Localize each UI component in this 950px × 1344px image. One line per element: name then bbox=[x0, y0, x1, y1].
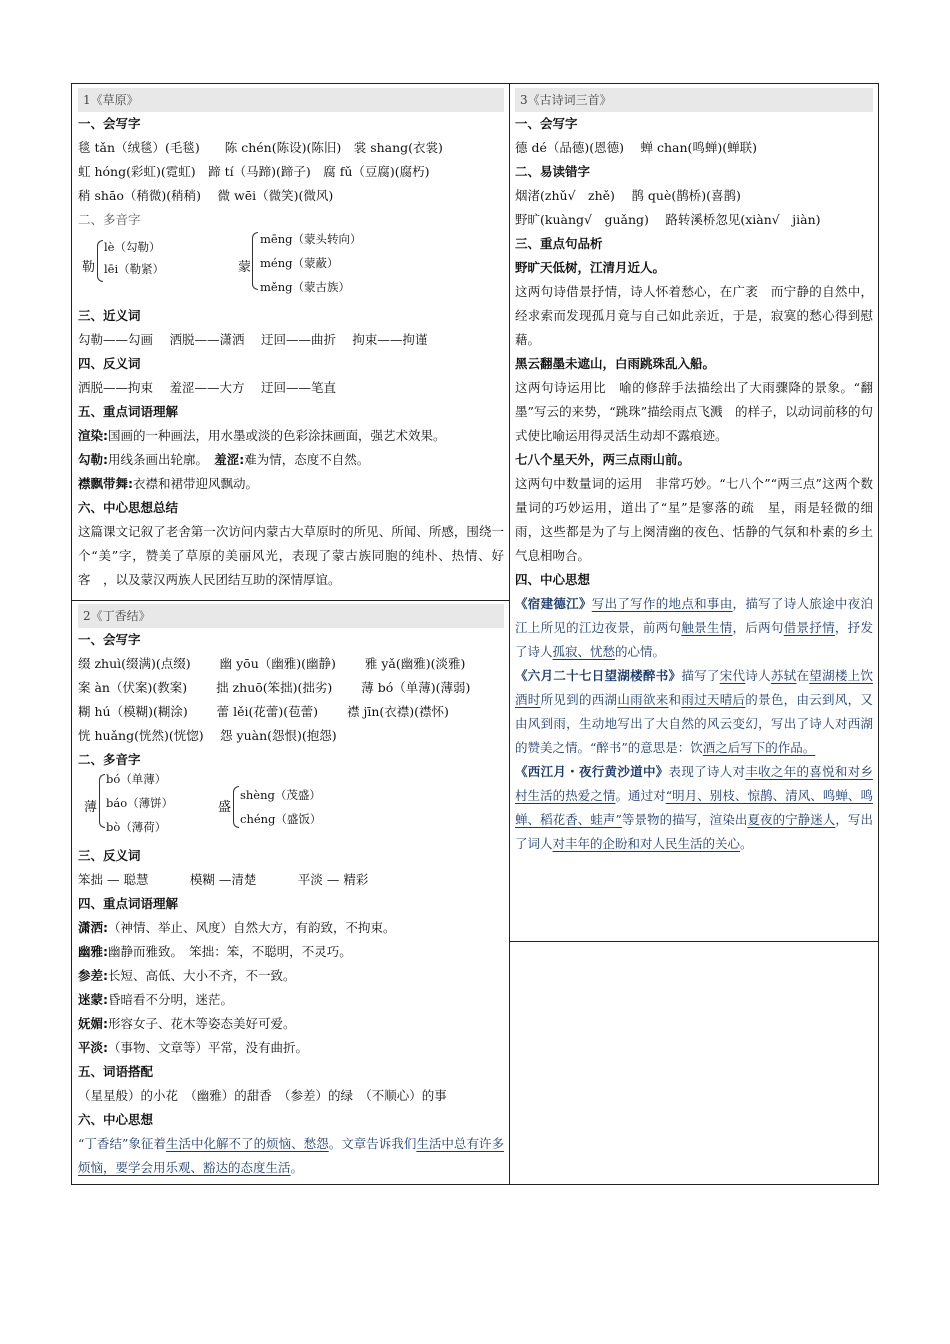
lesson-2-title: 2《丁香结》 bbox=[78, 604, 504, 628]
poem-title: 《宿建德江》 bbox=[515, 596, 592, 611]
text-run: 在 bbox=[796, 668, 810, 683]
text-run: ，描写了诗人旅途中夜泊江上所见的江边夜景，前两句 bbox=[515, 596, 873, 635]
underlined-run: 宋代 bbox=[719, 668, 746, 683]
underlined-run: 写出了写作的地点和事由 bbox=[591, 596, 733, 611]
text-run: 。文章告诉我们 bbox=[328, 1136, 417, 1151]
central-idea-paragraph bbox=[515, 592, 873, 664]
poem-title: 《西江月・夜行黄沙道中》 bbox=[515, 764, 669, 779]
write-line: 恍 huǎng(恍然)(恍惚) 怨 yuàn(怨恨)(抱怨) bbox=[78, 728, 337, 743]
section-heading: 六、中心思想总结 bbox=[78, 500, 179, 515]
polyphone-group bbox=[78, 232, 504, 304]
term-word: 平淡: bbox=[78, 1040, 108, 1055]
term-line bbox=[78, 424, 504, 448]
underlined-run: 丰收之年的喜悦和对乡村生活的热爱之情 bbox=[515, 764, 873, 803]
row-divider-right bbox=[509, 941, 878, 942]
term-word: 迷蒙: bbox=[78, 992, 108, 1007]
term-word: 襟飘带舞: bbox=[78, 476, 133, 491]
summary-paragraph: 这篇课文记叙了老舍第一次访问内蒙古大草原时的所见、所闻、所感，围绕一个“美”字，赞美了草原的美丽风光，表现了蒙古族同胞的纯朴、热情、好客 ，以及蒙汉两族人民团结互助的深情厚谊。 bbox=[78, 524, 504, 587]
text-run: 的景色，由云到风，又由风到雨，生动地写出了大自然的风云变幻，写出了诗人对西湖的赞美之情。“醉书”的意思是：饮 bbox=[515, 692, 873, 755]
polyphone-option: měng（蒙古族） bbox=[260, 280, 350, 294]
term-definition: 用线条画出轮廓。 bbox=[108, 452, 202, 467]
section-heading: 三、反义词 bbox=[78, 848, 141, 863]
term-line bbox=[78, 916, 504, 940]
section-heading: 五、词语搭配 bbox=[78, 1064, 154, 1079]
polyphone-option: lēi（勒紧） bbox=[104, 262, 165, 276]
term-definition: 长短、高低、大小不齐，不一致。 bbox=[108, 968, 296, 983]
text-run: 。通过对 bbox=[615, 788, 666, 803]
key-sentence: 野旷天低树，江清月近人。 bbox=[515, 260, 666, 275]
text-run: 和 bbox=[668, 692, 682, 707]
central-idea-paragraph bbox=[78, 1132, 504, 1180]
polyphone-option: chéng（盛饭） bbox=[240, 812, 322, 826]
term-definition: 衣襟和裙带迎风飘动。 bbox=[133, 476, 259, 491]
section-heading: 二、多音字 bbox=[78, 752, 141, 767]
write-line: 案 àn（伏案)(教案) 拙 zhuō(笨拙)(拙劣) 薄 bó（单薄)(薄弱) bbox=[78, 680, 471, 695]
underlined-run: 生活中总有许多烦恼，要学会用乐观、豁达的态度生活 bbox=[78, 1136, 504, 1175]
section-heading: 一、会写字 bbox=[78, 632, 141, 647]
poem-title: 《六月二十七日望湖楼醉书》 bbox=[515, 668, 682, 683]
text-run: 的心情。 bbox=[615, 644, 666, 659]
polyphone-option: shèng（茂盛） bbox=[240, 788, 321, 802]
polyphone-char: 薄 bbox=[84, 800, 98, 815]
term-word: 参差: bbox=[78, 968, 108, 983]
polyphone-option: méng（蒙蔽） bbox=[260, 256, 339, 270]
misread-line: 野旷(kuàng√ guǎng) 路转溪桥忽见(xiàn√ jiàn) bbox=[515, 212, 821, 227]
term-line bbox=[78, 940, 504, 964]
section-heading: 四、中心思想 bbox=[515, 572, 591, 587]
text-run: “丁香结”象征着 bbox=[78, 1136, 166, 1151]
text-run: 。 bbox=[290, 1160, 304, 1175]
write-line: 糊 hú（模糊)(糊涂) 蕾 lěi(花蕾)(苞蕾) 襟 jīn(衣襟)(襟怀) bbox=[78, 704, 449, 719]
lesson-1-title: 1《草原》 bbox=[78, 88, 504, 112]
underlined-run: 雨过天晴后 bbox=[681, 692, 746, 707]
central-idea-paragraph bbox=[515, 760, 873, 856]
write-line: 稍 shāo（稍微)(稍稍) 微 wēi（微笑)(微风) bbox=[78, 188, 334, 203]
term-line bbox=[78, 988, 504, 1012]
term-definition: （神情、举止、风度）自然大方，有韵致，不拘束。 bbox=[108, 920, 396, 935]
section-heading: 二、易读错字 bbox=[515, 164, 591, 179]
term-word: 羞涩: bbox=[214, 452, 245, 467]
polyphone-option: mēng（蒙头转向） bbox=[260, 232, 362, 246]
antonym-line: 洒脱——拘束 羞涩——大方 迂回——笔直 bbox=[78, 380, 336, 395]
section-heading: 二、多音字 bbox=[78, 212, 141, 227]
term-line bbox=[78, 472, 504, 496]
write-line: 德 dé（品德)(恩德) 蝉 chan(鸣蝉)(蝉联) bbox=[515, 140, 758, 155]
underlined-run: 生活中化解不了的烦恼、愁怨 bbox=[165, 1136, 329, 1151]
polyphone-char: 盛 bbox=[218, 800, 232, 815]
term-line bbox=[78, 1012, 504, 1036]
term-definition: 国画的一种画法，用水墨或淡的色彩涂抹画面，强艺术效果。 bbox=[108, 428, 446, 443]
text-run: 。 bbox=[740, 836, 753, 851]
underlined-run: 借景抒情 bbox=[783, 620, 835, 635]
term-word: 渲染: bbox=[78, 428, 108, 443]
analysis-paragraph: 这两句中数量词的运用 非常巧妙。“七八个”“两三点”这两个数量词的巧妙运用，道出了“星”是寥落的疏 星，雨是轻微的细雨，这些都是为了与上阕清幽的夜色、恬静的气氛和朴素的乡土气息相吻合。 bbox=[515, 476, 873, 563]
term-line bbox=[78, 448, 504, 472]
polyphone-option: báo（薄饼） bbox=[106, 796, 174, 810]
section-heading: 一、会写字 bbox=[78, 116, 141, 131]
term-definition: 昏暗看不分明，迷茫。 bbox=[108, 992, 234, 1007]
term-word: 潇洒: bbox=[78, 920, 108, 935]
underlined-run: “明月、别枝、惊鹊、清风、鸣蝉、鸣蝉、稻花香、蛙声” bbox=[515, 788, 873, 827]
brace bbox=[252, 232, 258, 290]
brace bbox=[97, 240, 103, 282]
key-sentence: 黑云翻墨未遮山，白雨跳珠乱入船。 bbox=[515, 356, 716, 371]
underlined-run: 山雨欲来 bbox=[617, 692, 669, 707]
write-line: 虹 hóng(彩虹)(霓虹) 蹄 tí（马蹄)(蹄子) 腐 fǔ（豆腐)(腐朽) bbox=[78, 164, 430, 179]
key-sentence: 七八个星天外，两三点雨山前。 bbox=[515, 452, 691, 467]
lesson-1-cell bbox=[78, 84, 504, 600]
text-run: ，写出了词人 bbox=[515, 812, 873, 851]
write-line: 缀 zhuì(缀满)(点缀) 幽 yōu（幽雅)(幽静) 雅 yǎ(幽雅)(淡雅) bbox=[78, 656, 466, 671]
section-heading: 五、重点词语理解 bbox=[78, 404, 179, 419]
text-run: 等景物的描写，渲染出 bbox=[621, 812, 748, 827]
term-line bbox=[78, 964, 504, 988]
section-heading: 六、中心思想 bbox=[78, 1112, 154, 1127]
section-heading: 三、重点句品析 bbox=[515, 236, 603, 251]
polyphone-group bbox=[78, 772, 504, 844]
collocation-line: （星星般）的小花 （幽雅）的甜香 （参差）的绿 （不顺心）的事 bbox=[78, 1088, 447, 1103]
polyphone-option: bó（单薄） bbox=[106, 772, 167, 786]
section-heading: 四、重点词语理解 bbox=[78, 896, 179, 911]
term-definition: 形容女子、花木等姿态美好可爱。 bbox=[108, 1016, 296, 1031]
term-definition: 难为情，态度不自然。 bbox=[244, 452, 370, 467]
brace bbox=[233, 786, 239, 828]
underlined-run: 孤寂、忧愁 bbox=[552, 644, 616, 659]
column-divider bbox=[509, 84, 510, 1184]
antonym-line: 笨拙 — 聪慧 模糊 —清楚 平淡 — 精彩 bbox=[78, 872, 369, 887]
underlined-run: 酒之后写下的作品。 bbox=[702, 740, 816, 755]
lesson-3-title: 3《古诗词三首》 bbox=[515, 88, 873, 112]
synonym-line: 勾勒——勾画 洒脱——潇洒 迂回——曲折 拘束——拘谨 bbox=[78, 332, 428, 347]
term-word: 幽雅: bbox=[78, 944, 108, 959]
term-definition: 幽静而雅致。 笨拙：笨，不聪明，不灵巧。 bbox=[108, 944, 352, 959]
term-line bbox=[78, 1036, 504, 1060]
section-heading: 四、反义词 bbox=[78, 356, 141, 371]
text-run: 诗人 bbox=[745, 668, 771, 683]
brace bbox=[99, 774, 105, 828]
central-idea-paragraph bbox=[515, 664, 873, 760]
underlined-run: 对丰年的企盼和对人民生活的关心 bbox=[552, 836, 741, 851]
write-line: 毯 tǎn（绒毯）(毛毯) 陈 chén(陈设)(陈旧) 裳 shang(衣裳) bbox=[78, 140, 443, 155]
section-heading: 三、近义词 bbox=[78, 308, 141, 323]
analysis-paragraph: 这两句诗借景抒情，诗人怀着愁心，在广袤 而宁静的自然中，经求索而发现孤月竟与自己如此亲近，于是，寂寞的愁心得到慰藉。 bbox=[515, 284, 873, 347]
analysis-paragraph: 这两句诗运用比 喻的修辞手法描绘出了大雨骤降的景象。“翻墨”写云的来势，“跳珠”描绘雨点飞溅 的样子，以动词前移的句式使比喻运用得灵活生动却不露痕迹。 bbox=[515, 380, 873, 443]
term-word: 妩媚: bbox=[78, 1016, 108, 1031]
text-run: 描写了 bbox=[681, 668, 720, 683]
underlined-run: 望湖楼上饮酒时 bbox=[515, 668, 873, 707]
underlined-run: 夏夜的宁静迷人 bbox=[747, 812, 836, 827]
notes-sheet bbox=[71, 83, 879, 1185]
text-run: ，抒发了诗人 bbox=[515, 620, 873, 659]
polyphone-option: bò（薄荷） bbox=[106, 820, 167, 834]
underlined-run: 触景生情 bbox=[681, 620, 733, 635]
lesson-2-cell bbox=[78, 600, 504, 1186]
misread-line: 烟渚(zhǔ√ zhě) 鹊 què(鹊桥)(喜鹊) bbox=[515, 188, 741, 203]
text-run: 所见到的西湖 bbox=[540, 692, 618, 707]
text-run: 表现了诗人对 bbox=[668, 764, 746, 779]
term-definition: （事物、文章等）平常，没有曲折。 bbox=[108, 1040, 309, 1055]
underlined-run: 苏轼 bbox=[770, 668, 797, 683]
section-heading: 一、会写字 bbox=[515, 116, 578, 131]
term-word: 勾勒: bbox=[78, 452, 108, 467]
lesson-3-cell bbox=[515, 84, 873, 941]
polyphone-option: lè（勾勒） bbox=[104, 240, 161, 254]
polyphone-char: 勒 bbox=[82, 260, 96, 275]
polyphone-char: 蒙 bbox=[238, 260, 252, 275]
text-run: ，后两句 bbox=[732, 620, 784, 635]
